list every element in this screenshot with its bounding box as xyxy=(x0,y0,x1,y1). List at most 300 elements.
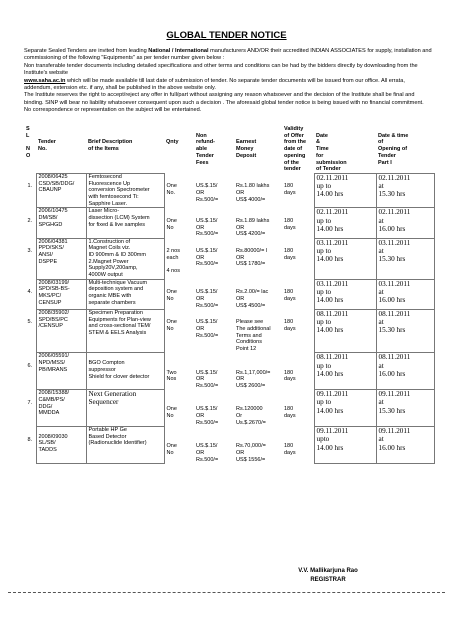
cell-opening-date xyxy=(376,390,434,427)
cell-line: 03.11.2011 xyxy=(316,238,349,247)
cell-validity xyxy=(282,208,314,238)
cell-description xyxy=(86,279,164,309)
cell-line: conversion Spectrometer xyxy=(88,187,150,194)
cell-validity xyxy=(282,238,314,279)
cell-line: 09.11.2011 xyxy=(378,390,411,399)
cell-line: 09.11.2011 xyxy=(316,390,349,399)
cell-line: Qnty xyxy=(166,139,179,146)
cell-line xyxy=(166,126,192,133)
cell-opening-date xyxy=(376,238,434,279)
cell-line: 2 nos xyxy=(166,248,180,255)
cell-line: Rs.500/= xyxy=(196,196,219,203)
cell-line: Nos xyxy=(166,376,177,383)
table-row xyxy=(24,390,434,427)
cell-line xyxy=(236,126,280,133)
cell-line: from the xyxy=(284,139,306,146)
cell-line: One xyxy=(166,443,177,450)
cell-line: 2006/05591/ xyxy=(38,353,70,360)
header-qnty xyxy=(164,126,194,173)
cell-line: Rs.500/= xyxy=(196,419,219,426)
cell-line: 2008/09030 xyxy=(38,433,68,440)
cell-line: 14.00 hrs xyxy=(316,255,344,264)
cell-sl: 1. xyxy=(27,183,33,190)
cell-qnty xyxy=(164,427,194,464)
cell-line: BGO Compton xyxy=(88,360,125,367)
cell-line: 180 xyxy=(284,217,294,224)
cell-line: Terms and xyxy=(236,332,262,339)
cell-line: Non xyxy=(196,132,207,139)
cell-line: 02.11.2011 xyxy=(378,208,411,217)
cell-earnest-money xyxy=(234,309,282,353)
cell-line: 2006/04381 xyxy=(38,238,68,245)
cell-line: MKS/PC/ xyxy=(38,293,62,300)
cell-line: 08.11.2011 xyxy=(378,353,411,362)
cell-line: 180 xyxy=(284,406,294,413)
cell-line: Validity xyxy=(284,126,304,132)
cell-line xyxy=(196,400,232,407)
cell-validity xyxy=(282,390,314,427)
cell-line: PPD/SKS/ xyxy=(38,245,64,252)
cell-line xyxy=(38,133,84,140)
header-submission-date xyxy=(314,126,376,173)
cell-line: Fees xyxy=(196,159,209,166)
cell-line: days xyxy=(284,224,296,231)
cell-line: 180 xyxy=(284,289,294,296)
cell-line: 4 nos xyxy=(166,268,180,275)
cell-line: separate chambers xyxy=(88,299,136,306)
cell-qnty xyxy=(164,309,194,353)
cell-opening-date xyxy=(376,353,434,390)
cell-line: NPD/MSS/ xyxy=(38,360,66,367)
cell-line: Date xyxy=(316,132,328,139)
cell-line: One xyxy=(166,289,177,296)
cell-line: 14.00 hrs xyxy=(316,296,344,305)
cell-line: O xyxy=(26,152,31,159)
cell-line: C&MB/PS/ xyxy=(38,396,65,403)
intro-p1-bold: National / International xyxy=(148,48,209,54)
cell-line: days xyxy=(284,254,296,261)
cell-line: opening xyxy=(284,152,306,159)
cell-line: 03.11.2011 xyxy=(316,279,349,288)
cell-line: DM/SB/ xyxy=(38,215,58,222)
cell-line: OR xyxy=(196,413,205,420)
cell-line: Rs.500/= xyxy=(196,383,219,389)
cell-line: up to xyxy=(316,361,332,370)
cell-line: at xyxy=(378,288,384,297)
cell-line xyxy=(167,400,193,407)
cell-line: 2.Magnet Power xyxy=(88,258,129,265)
table-row xyxy=(24,279,434,309)
cell-earnest-money xyxy=(234,353,282,390)
cell-line: L xyxy=(26,132,30,139)
cell-line: at xyxy=(378,435,384,444)
cell-line: 03.11.2011 xyxy=(378,279,411,288)
cell-tender-no xyxy=(36,427,86,464)
cell-line: dissection (LCM) System xyxy=(88,215,150,222)
intro-p3-text: which will be made available till last date of submission of tender. No separate tender documents will be issued from our office. All errata, addendum, extension etc. if any, shall be published in the above website only. xyxy=(24,77,405,91)
cell-earnest-money xyxy=(234,173,282,208)
intro-p1-end: manufacturers AND/OR their accredited INDIAN ASSOCIATES for supply, installation and commissioning of the following "Equipments" as per tender number given below : xyxy=(24,48,432,62)
cell-line: US$ 1556/= xyxy=(236,456,266,463)
cell-line: 14.00 hrs xyxy=(316,369,344,378)
cell-line: days xyxy=(284,190,296,197)
cell-opening-date xyxy=(376,279,434,309)
cell-line: ANSI/ xyxy=(38,251,53,258)
cell-line: up to xyxy=(316,182,332,191)
cell-line: 14.00 hrs xyxy=(316,406,344,415)
cell-line: 4000W output xyxy=(88,272,123,279)
cell-line: for xyxy=(316,152,324,159)
cell-tender-no xyxy=(36,309,86,353)
cell-line: Point 12 xyxy=(236,346,257,353)
table-row xyxy=(24,353,434,390)
cell-line: of the xyxy=(284,159,299,166)
cell-line: at xyxy=(378,398,384,407)
cell-validity xyxy=(282,173,314,208)
cell-line: Sapphire Laser. xyxy=(88,200,128,207)
cell-line: 16.00 hrs xyxy=(378,296,406,305)
cell-line: OR xyxy=(196,376,205,383)
cell-sl: 8. xyxy=(27,436,33,443)
cell-line: Femtosecond xyxy=(88,173,122,180)
cell-earnest-money xyxy=(234,238,282,279)
cell-line: No xyxy=(166,413,174,420)
cell-line: Tender xyxy=(196,152,214,159)
intro-text xyxy=(24,48,432,114)
cell-line: for fixed & live samples xyxy=(88,221,146,228)
cell-line: 14.00 hrs xyxy=(316,190,344,199)
table-row xyxy=(24,238,434,279)
cell-line: US.$.15/ xyxy=(196,406,218,413)
cell-line: at xyxy=(378,182,384,191)
cell-line: Conditions xyxy=(236,339,262,346)
intro-paragraph-3 xyxy=(24,78,432,93)
cell-line: US.$.15/ xyxy=(196,369,218,376)
cell-line xyxy=(236,133,280,140)
cell-description xyxy=(86,353,164,390)
cell-line xyxy=(39,427,84,434)
cell-line: 16.00 hrs xyxy=(378,369,406,378)
cell-line: Rs.1,17,000/= xyxy=(236,369,271,376)
cell-line: US.$.15/ xyxy=(196,217,218,224)
cell-line: submission xyxy=(316,159,347,166)
bottom-dashed-divider xyxy=(8,592,445,593)
cell-qnty xyxy=(164,208,194,238)
cell-line xyxy=(88,126,162,133)
header-brief-description xyxy=(86,126,164,173)
table-row xyxy=(24,427,434,464)
table-row xyxy=(24,208,434,238)
cell-line: CSD/SB/DDG/ xyxy=(38,180,75,187)
header-validity xyxy=(282,126,314,173)
cell-line: Tender xyxy=(378,152,396,159)
cell-line: at xyxy=(378,361,384,370)
cell-line: OR xyxy=(196,224,205,231)
cell-line: (Radionuclide Identifier) xyxy=(88,440,147,447)
cell-line: 09.11.2011 xyxy=(378,427,411,436)
cell-opening-date xyxy=(376,309,434,353)
cell-tender-no xyxy=(36,173,86,208)
cell-line: 15.30 hrs xyxy=(378,190,406,199)
cell-line xyxy=(89,353,162,360)
cell-description xyxy=(86,238,164,279)
cell-line: No. xyxy=(166,190,176,197)
cell-line: days xyxy=(284,413,296,420)
tender-table xyxy=(24,126,435,464)
cell-line: Date & time xyxy=(378,132,409,139)
cell-line xyxy=(236,400,280,407)
page-title: GLOBAL TENDER NOTICE xyxy=(166,30,287,41)
cell-line xyxy=(196,363,232,370)
cell-line: Rs.1.80 lakhs xyxy=(236,183,270,190)
cell-opening-date xyxy=(376,208,434,238)
cell-line: No xyxy=(166,224,174,231)
cell-line: OR xyxy=(236,254,245,261)
cell-line: One xyxy=(166,319,177,326)
cell-line: US$ 4500/= xyxy=(236,302,266,309)
cell-tender-fees xyxy=(194,390,234,427)
cell-line: days xyxy=(284,326,296,333)
cell-line: PB/MRANS xyxy=(38,366,68,373)
intro-p1-start: Separate Sealed Tenders are invited from leading xyxy=(24,48,149,54)
cell-line: deposition system and xyxy=(88,286,144,293)
cell-line: OR xyxy=(196,326,205,333)
cell-line: No xyxy=(166,449,174,456)
cell-earnest-money xyxy=(234,279,282,309)
cell-line xyxy=(316,126,374,133)
cell-line: Rs.500/= xyxy=(196,231,219,238)
cell-line: 2006/10475 xyxy=(38,208,68,215)
cell-line: days xyxy=(284,449,296,456)
cell-submission-date xyxy=(314,427,376,464)
cell-line xyxy=(236,363,280,370)
cell-line: US$ 1780/= xyxy=(236,261,266,268)
cell-line: Shield for clover detector xyxy=(88,373,150,380)
cell-sl: 2. xyxy=(27,217,33,224)
cell-line: 08.11.2011 xyxy=(316,353,349,362)
cell-line: Multi-technique Vacuum xyxy=(88,279,148,286)
cell-opening-date xyxy=(376,427,434,464)
cell-qnty xyxy=(164,390,194,427)
cell-line: Sequencer xyxy=(88,398,119,407)
cell-line: Equipments for Plan-view xyxy=(88,316,151,323)
cell-line: 02.11.2011 xyxy=(378,173,411,182)
cell-line: suppressor xyxy=(88,366,116,373)
cell-line: 2008/03199/ xyxy=(38,279,70,286)
cell-line: 15.30 hrs xyxy=(378,326,406,335)
cell-line: No. xyxy=(38,146,47,153)
header-sl xyxy=(24,126,36,173)
cell-line: MMDDA xyxy=(38,410,60,417)
cell-line: Please see xyxy=(236,319,264,326)
cell-line: The additional xyxy=(236,326,271,333)
cell-line: Rs.80000/= l xyxy=(236,248,268,255)
cell-line: 16.00 hrs xyxy=(378,443,406,452)
cell-line: CENSUP xyxy=(38,299,62,306)
cell-line xyxy=(284,363,312,370)
cell-tender-fees xyxy=(194,208,234,238)
cell-line: 15.30 hrs xyxy=(378,406,406,415)
cell-opening-date xyxy=(376,173,434,208)
cell-tender-fees xyxy=(194,173,234,208)
cell-line: Rs.500/= xyxy=(196,302,219,309)
cell-earnest-money xyxy=(234,390,282,427)
cell-line: refund- xyxy=(196,139,215,146)
signatory-role: REGISTRAR xyxy=(310,576,346,583)
cell-line: Rs.500/= xyxy=(196,261,219,268)
cell-line: with femtosecond Ti: xyxy=(88,194,139,201)
cell-line: Tender xyxy=(38,139,56,146)
cell-line: 14.00 hrs xyxy=(316,225,344,233)
cell-line: Part I xyxy=(378,159,392,166)
cell-line: One xyxy=(166,406,177,413)
cell-line: US$ 4000/= xyxy=(236,196,266,203)
cell-line xyxy=(236,437,280,444)
cell-line: up to xyxy=(316,398,332,407)
cell-sl: 4. xyxy=(27,289,33,296)
cell-line: Or xyxy=(236,413,243,420)
cell-line: STEM & EELS Analysis xyxy=(88,329,147,336)
cell-line: US.$.15/ xyxy=(196,248,218,255)
cell-submission-date xyxy=(314,309,376,353)
cell-tender-no xyxy=(36,390,86,427)
cell-tender-fees xyxy=(194,279,234,309)
cell-line xyxy=(167,261,193,268)
signature-block xyxy=(258,567,398,584)
cell-line: Supply20V,200amp, xyxy=(88,265,138,272)
cell-line: up to xyxy=(316,318,332,327)
cell-sl: 7. xyxy=(27,399,33,406)
cell-line: up to xyxy=(316,216,332,225)
cell-line: OR xyxy=(196,254,205,261)
cell-line: OR xyxy=(236,190,245,197)
cell-qnty xyxy=(164,173,194,208)
cell-tender-no xyxy=(36,353,86,390)
cell-line: at xyxy=(378,318,384,327)
cell-validity xyxy=(282,353,314,390)
cell-line: Money xyxy=(236,146,254,153)
table-header-row xyxy=(24,126,434,173)
cell-line xyxy=(166,133,192,140)
cell-line: SL/SB/ xyxy=(38,440,56,447)
cell-tender-fees xyxy=(194,309,234,353)
cell-line: 03.11.2011 xyxy=(378,238,411,247)
cell-line: Deposit xyxy=(236,152,257,159)
cell-line: 09.11.2011 xyxy=(316,427,349,436)
cell-line xyxy=(26,139,34,146)
cell-line: Portable HP Ge xyxy=(88,427,127,434)
cell-line xyxy=(284,400,312,407)
cell-line: 1.Construction of xyxy=(88,238,131,245)
cell-submission-date xyxy=(314,390,376,427)
cell-description xyxy=(86,390,164,427)
cell-line: N xyxy=(26,146,30,153)
cell-qnty xyxy=(164,279,194,309)
cell-line: S xyxy=(26,126,30,132)
cell-line: up to xyxy=(316,246,332,255)
cell-line: Rs.1.89 lakhs xyxy=(236,217,270,224)
cell-line: Time xyxy=(316,146,329,153)
cell-description xyxy=(86,309,164,353)
cell-line: Based Detector xyxy=(88,433,127,440)
cell-line: 02.11.2011 xyxy=(316,173,349,182)
cell-line: of the Items xyxy=(88,146,119,153)
cell-line: US$ 2600/= xyxy=(236,383,266,389)
cell-line: /CENSUP xyxy=(38,323,63,330)
cell-line: Us.$.2670/= xyxy=(236,419,266,426)
cell-tender-no xyxy=(36,238,86,279)
cell-line: 2008/06425 xyxy=(38,173,68,180)
cell-line: 14.00 hrs xyxy=(316,326,344,335)
cell-line: Brief Description xyxy=(88,139,133,146)
cell-submission-date xyxy=(314,208,376,238)
cell-line: of Offer xyxy=(284,132,304,139)
cell-description xyxy=(86,427,164,464)
cell-line: US$ 4200/= xyxy=(236,231,266,238)
cell-line: SPD/BS/PC xyxy=(38,316,68,323)
cell-sl: 3. xyxy=(27,248,33,255)
cell-line: days xyxy=(284,295,296,302)
table-row xyxy=(24,173,434,208)
cell-line: able xyxy=(196,146,208,153)
cell-line: Magnet Coils viz. xyxy=(88,245,131,252)
cell-submission-date xyxy=(314,173,376,208)
cell-line: 08.11.2011 xyxy=(316,309,349,318)
cell-sl: 6. xyxy=(27,362,33,369)
signatory-name: V.V. Mallikarjuna Rao xyxy=(298,568,358,574)
cell-line: Specimen Preparation xyxy=(88,309,143,316)
table-body xyxy=(24,173,434,463)
cell-line: tender xyxy=(284,166,301,173)
cell-line: 02.11.2011 xyxy=(316,208,349,217)
cell-line: 180 xyxy=(284,319,294,326)
cell-line: 15.30 hrs xyxy=(378,255,406,264)
intro-paragraph-2: Non transferable tender documents including detailed specifications and other terms and conditions can be had by the bidders directly by downloading from the Institute's website xyxy=(24,62,418,77)
cell-line xyxy=(167,363,193,370)
cell-line: DDG/ xyxy=(38,403,53,410)
cell-line: 16.00 hrs xyxy=(378,225,406,233)
cell-line: Rs.70,000/= xyxy=(236,443,266,450)
cell-line: US.$.15/ xyxy=(196,289,218,296)
cell-tender-no xyxy=(36,279,86,309)
cell-line: SPD/SB-BS- xyxy=(38,286,70,293)
cell-line: at xyxy=(378,246,384,255)
website-link[interactable]: www.saha.ac.in xyxy=(24,77,66,84)
cell-line: OR xyxy=(196,449,205,456)
cell-line: Opening of xyxy=(378,146,408,153)
cell-line xyxy=(284,437,312,444)
cell-line: days xyxy=(284,376,296,383)
cell-line: No xyxy=(166,295,174,302)
cell-qnty xyxy=(164,238,194,279)
cell-line: of xyxy=(378,139,384,146)
cell-line: up to xyxy=(316,288,332,297)
cell-line: 180 xyxy=(284,369,294,376)
cell-line: date of xyxy=(284,146,303,153)
cell-earnest-money xyxy=(234,427,282,464)
cell-submission-date xyxy=(314,279,376,309)
cell-line: OR xyxy=(236,224,245,231)
cell-line: DSPPE xyxy=(38,258,58,265)
cell-line: OR xyxy=(236,295,245,302)
cell-line: TADDS xyxy=(38,447,57,454)
cell-line: Laser Micro- xyxy=(88,208,120,215)
cell-line: One xyxy=(166,183,177,190)
intro-paragraph-4: The Institute reserves the right to accept/reject any offer in full/part without assigning any reason whatsoever and the decision of the Institute shall be final and binding. SINP will bear no liability whatsoever consequent upon such a decision . The aforesaid global tender notice is being issued with no financial commitment. No correspondence or representation on the subject will be entertained. xyxy=(24,92,424,113)
cell-line: Rs.500/= xyxy=(196,332,219,339)
cell-sl: 5. xyxy=(27,319,33,326)
cell-line: 2008/15388/ xyxy=(38,390,70,397)
